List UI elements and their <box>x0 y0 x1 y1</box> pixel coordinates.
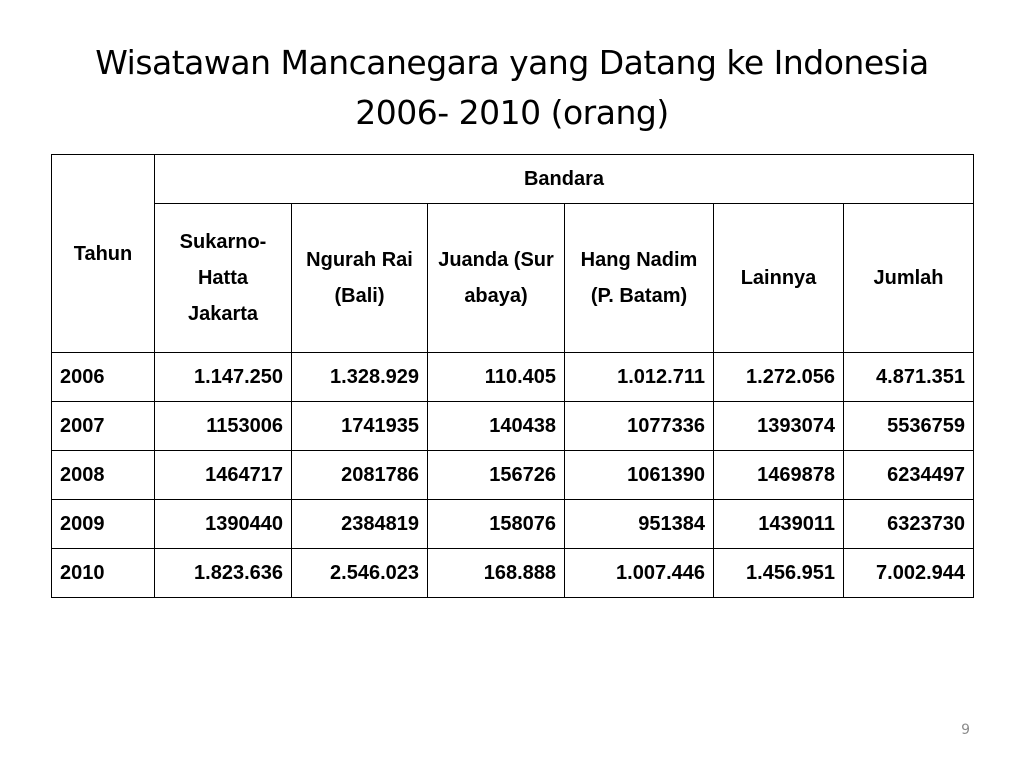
table-row <box>52 353 974 402</box>
value-cell: 2384819 <box>292 500 428 549</box>
total-cell: 7.002.944 <box>844 549 974 598</box>
value-cell: 156726 <box>428 451 565 500</box>
header-lainnya: Lainnya <box>714 204 844 353</box>
table-row <box>52 451 974 500</box>
value-cell: 1741935 <box>292 402 428 451</box>
page-number: 9 <box>961 722 970 738</box>
value-cell: 951384 <box>565 500 714 549</box>
header-bandara: Bandara <box>155 155 974 204</box>
header-ngurah-rai: Ngurah Rai (Bali) <box>292 204 428 353</box>
year-cell: 2007 <box>52 402 155 451</box>
value-cell: 168.888 <box>428 549 565 598</box>
value-cell: 1390440 <box>155 500 292 549</box>
header-hang-nadim: Hang Nadim (P. Batam) <box>565 204 714 353</box>
total-cell: 4.871.351 <box>844 353 974 402</box>
total-cell: 6234497 <box>844 451 974 500</box>
table-row <box>52 500 974 549</box>
value-cell: 1153006 <box>155 402 292 451</box>
value-cell: 1393074 <box>714 402 844 451</box>
header-row-airports <box>52 204 974 353</box>
header-juanda: Juanda (Surabaya) <box>428 204 565 353</box>
value-cell: 1464717 <box>155 451 292 500</box>
value-cell: 1469878 <box>714 451 844 500</box>
header-jumlah: Jumlah <box>844 204 974 353</box>
header-sukarno-hatta: Sukarno-Hatta Jakarta <box>155 204 292 353</box>
value-cell: 1.007.446 <box>565 549 714 598</box>
value-cell: 1077336 <box>565 402 714 451</box>
value-cell: 140438 <box>428 402 565 451</box>
slide-title <box>60 38 964 138</box>
year-cell: 2009 <box>52 500 155 549</box>
slide-title-line-2: 2006- 2010 (orang) <box>355 93 669 132</box>
table-row <box>52 549 974 598</box>
value-cell: 2081786 <box>292 451 428 500</box>
value-cell: 2.546.023 <box>292 549 428 598</box>
year-cell: 2006 <box>52 353 155 402</box>
value-cell: 1.012.711 <box>565 353 714 402</box>
tourist-arrivals-table <box>51 154 974 598</box>
year-cell: 2008 <box>52 451 155 500</box>
year-cell: 2010 <box>52 549 155 598</box>
table-row <box>52 402 974 451</box>
value-cell: 1.456.951 <box>714 549 844 598</box>
value-cell: 110.405 <box>428 353 565 402</box>
header-row-bandara <box>52 155 974 204</box>
header-tahun: Tahun <box>52 155 155 353</box>
value-cell: 1.272.056 <box>714 353 844 402</box>
total-cell: 5536759 <box>844 402 974 451</box>
value-cell: 158076 <box>428 500 565 549</box>
slide-title-line-1: Wisatawan Mancanegara yang Datang ke Indonesia <box>95 43 929 82</box>
total-cell: 6323730 <box>844 500 974 549</box>
value-cell: 1.328.929 <box>292 353 428 402</box>
value-cell: 1061390 <box>565 451 714 500</box>
value-cell: 1439011 <box>714 500 844 549</box>
value-cell: 1.147.250 <box>155 353 292 402</box>
value-cell: 1.823.636 <box>155 549 292 598</box>
